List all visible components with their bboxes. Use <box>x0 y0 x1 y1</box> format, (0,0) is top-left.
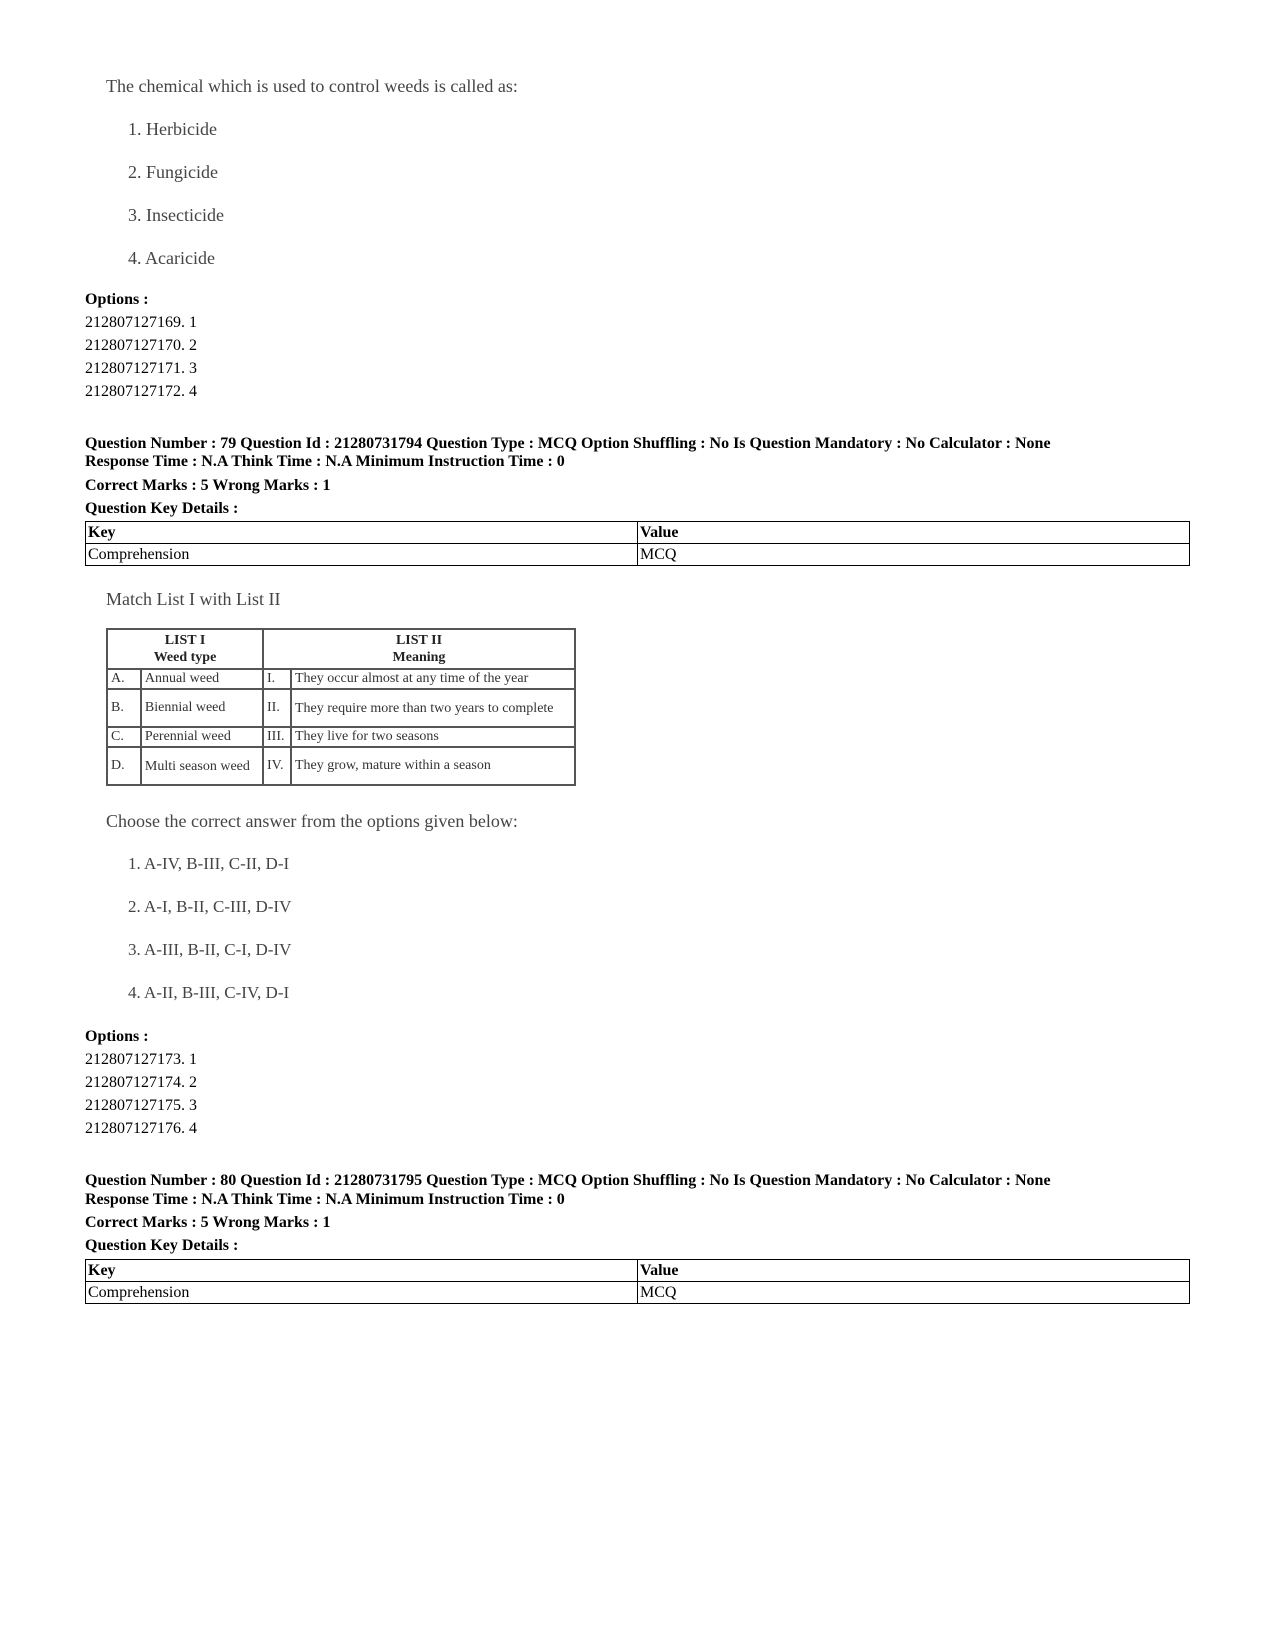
row-meaning: They require more than two years to complete <box>291 689 575 727</box>
match-row <box>107 689 575 727</box>
row-numeral: IV. <box>263 747 291 785</box>
option-item: 212807127170. 2 <box>85 337 197 354</box>
option-item: 212807127175. 3 <box>85 1097 197 1114</box>
match-table <box>106 628 576 786</box>
row-numeral: II. <box>263 689 291 727</box>
choice-item: 1. Herbicide <box>128 119 217 139</box>
option-item: 212807127174. 2 <box>85 1074 197 1091</box>
row-weed-type: Multi season weed <box>141 747 263 785</box>
choice-item: 4. A-II, B-III, C-IV, D-I <box>128 983 290 1002</box>
table-header-key: Key <box>86 1260 638 1282</box>
choice-item: 2. Fungicide <box>128 162 218 182</box>
row-meaning: They live for two seasons <box>291 727 575 747</box>
list1-title: LIST I <box>164 633 206 648</box>
row-numeral: III. <box>263 727 291 747</box>
row-weed-type: Perennial weed <box>141 727 263 747</box>
list1-subtitle: Weed type <box>153 650 217 665</box>
table-cell-value: MCQ <box>638 544 1190 566</box>
match-row <box>107 669 575 689</box>
key-details-label: Question Key Details : <box>85 1237 239 1254</box>
table-header-value: Value <box>638 1260 1190 1282</box>
table-cell-value: MCQ <box>638 1282 1190 1304</box>
option-item: 212807127176. 4 <box>85 1120 197 1137</box>
row-letter: A. <box>107 669 141 689</box>
question-meta-2: Response Time : N.A Think Time : N.A Minimum Instruction Time : 0 <box>85 1191 565 1208</box>
question-stem: The chemical which is used to control weeds is called as: <box>106 76 518 96</box>
row-weed-type: Annual weed <box>141 669 263 689</box>
row-numeral: I. <box>263 669 291 689</box>
row-weed-type: Biennial weed <box>141 689 263 727</box>
question-meta: Question Number : 80 Question Id : 21280731795 Question Type : MCQ Option Shuffling : No Is Question Mandatory : No Calculator : None <box>85 1172 1051 1189</box>
choice-item: 1. A-IV, B-III, C-II, D-I <box>128 854 290 873</box>
table-cell-key: Comprehension <box>86 544 638 566</box>
row-letter: C. <box>107 727 141 747</box>
choice-item: 3. A-III, B-II, C-I, D-IV <box>128 940 292 959</box>
option-item: 212807127171. 3 <box>85 360 197 377</box>
choose-instruction: Choose the correct answer from the options given below: <box>106 811 518 831</box>
choice-item: 2. A-I, B-II, C-III, D-IV <box>128 897 292 916</box>
choice-item: 4. Acaricide <box>128 248 215 268</box>
question-stem: Match List I with List II <box>106 589 281 609</box>
options-label: Options : <box>85 291 149 308</box>
row-meaning: They grow, mature within a season <box>291 747 575 785</box>
question-marks: Correct Marks : 5 Wrong Marks : 1 <box>85 477 331 494</box>
table-header-key: Key <box>86 522 638 544</box>
row-letter: D. <box>107 747 141 785</box>
key-value-table <box>85 1259 1190 1304</box>
question-marks: Correct Marks : 5 Wrong Marks : 1 <box>85 1214 331 1231</box>
question-meta: Question Number : 79 Question Id : 21280731794 Question Type : MCQ Option Shuffling : No Is Question Mandatory : No Calculator : None <box>85 435 1051 452</box>
match-row <box>107 727 575 747</box>
row-meaning: They occur almost at any time of the year <box>291 669 575 689</box>
option-item: 212807127173. 1 <box>85 1051 197 1068</box>
option-item: 212807127172. 4 <box>85 383 197 400</box>
choice-item: 3. Insecticide <box>128 205 224 225</box>
option-item: 212807127169. 1 <box>85 314 197 331</box>
table-cell-key: Comprehension <box>86 1282 638 1304</box>
list2-subtitle: Meaning <box>392 650 446 665</box>
key-details-label: Question Key Details : <box>85 500 239 517</box>
row-letter: B. <box>107 689 141 727</box>
question-meta-2: Response Time : N.A Think Time : N.A Minimum Instruction Time : 0 <box>85 453 565 470</box>
match-row <box>107 747 575 785</box>
table-header-value: Value <box>638 522 1190 544</box>
key-value-table <box>85 521 1190 566</box>
options-label: Options : <box>85 1028 149 1045</box>
list2-title: LIST II <box>395 633 443 648</box>
